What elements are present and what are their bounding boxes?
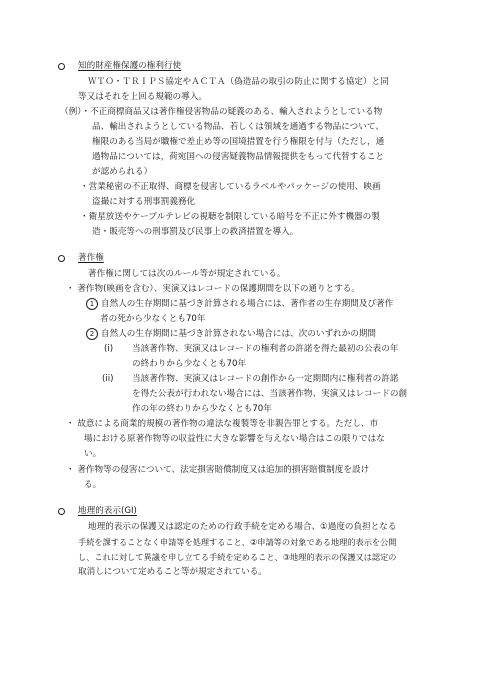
body-line: る。 [84, 480, 102, 490]
body-text: 自然人の生存期間に基づき計算されない場合には、次のいずれかの期間 [101, 329, 377, 339]
section-title: 知的財産権保護の権利行使 [78, 61, 182, 71]
body-line: ・衛星放送やケーブルテレビの視聴を制限している暗号を不正に外す機器の製 [80, 212, 380, 222]
body-line: 手続を課することなく申請等を処理すること、②申請等の対象である地理的表示を公開 [78, 537, 397, 547]
numbered-item [86, 297, 393, 312]
body-line: し、これに対して異議を申し立てる手続を定めること、③地理的表示の保護又は認定の [78, 552, 397, 562]
circle-bullet-icon [58, 255, 65, 262]
numbered-item [86, 327, 376, 342]
number-badge: 1 [86, 298, 98, 310]
circle-bullet-icon [58, 63, 65, 70]
circle-bullet-icon [58, 508, 65, 515]
section-title: 著作権 [78, 253, 104, 263]
body-line: 過物品については，荷宛国への侵害疑義物品情報提供をもって代替すること [92, 152, 385, 162]
body-line: ＷＴＯ・ＴＲＩＰＳ協定やＡＣＴＡ（偽造品の取引の防止に関する協定）と同 [88, 77, 389, 87]
body-text: 自然人の生存期間に基づき計算される場合には、著作者の生存期間及び著作 [101, 299, 394, 309]
body-line: 権限のある当局が職権で差止め等の国境措置を行う権限を付与（ただし，通 [92, 137, 385, 147]
body-line: 当該著作物、実演又はレコードの権利者の許諾を得た最初の公表の年 [132, 344, 399, 354]
body-line: ・ 著作物等の侵害について、法定損害賠償制度又は追加的損害賠償制度を設け [66, 465, 370, 475]
body-line: を得た公表が行われない場合には、当該著作物、実演又はレコードの創 [132, 389, 408, 399]
body-line: 地理的表示の保護又は認定のための行政手続を定める場合、①過度の負担となる [88, 522, 397, 532]
body-line: 取消しについて定めること等が規定されている。 [78, 567, 267, 577]
body-line: 盗撮に対する刑事罰義務化 [92, 197, 196, 207]
body-line: ・営業秘密の不正取得、商標を侵害しているラベルやパッケージの使用、映画 [80, 182, 381, 192]
body-line: （例）・不正商標商品又は著作権侵害物品の疑義のある、輸入されようとしている物 [60, 107, 383, 117]
roman-marker: (ii) [102, 374, 114, 384]
number-badge: 2 [86, 328, 98, 340]
body-line: の終わりから少なくとも70年 [132, 359, 247, 369]
body-line: 当該著作物、実演又はレコードの創作から一定期間内に権利者の許諾 [132, 374, 399, 384]
body-line: 場における原著作物等の収益性に大きな影響を与えない場合はこの限りではな [84, 434, 385, 444]
body-line: 造・販売等への刑事罰及び民事上の救済措置を導入。 [92, 227, 299, 237]
roman-marker: (i) [104, 344, 114, 354]
body-line: 等又はそれを上回る規範の導入。 [78, 92, 207, 102]
body-line: ・ 故意による商業的規模の著作物の違法な複製等を非親告罪とする。ただし、市 [66, 419, 379, 429]
section-title: 地理的表示(GI) [78, 506, 137, 516]
body-line: 作の年の終わりから少なくとも70年 [132, 404, 272, 414]
body-line: ・ 著作物(映画を含む）、実演又はレコードの保護期間を以下の通りとする。 [66, 284, 360, 294]
body-line: が認められる） [92, 167, 153, 177]
body-line: 品、輸出されようとしている物品、若しくは領域を通過する物品について、 [92, 122, 384, 132]
body-line: 著作権に関しては次のルール等が規定されている。 [88, 269, 286, 279]
body-line: い。 [84, 449, 102, 459]
body-line: 者の死から少なくとも70年 [100, 314, 206, 324]
